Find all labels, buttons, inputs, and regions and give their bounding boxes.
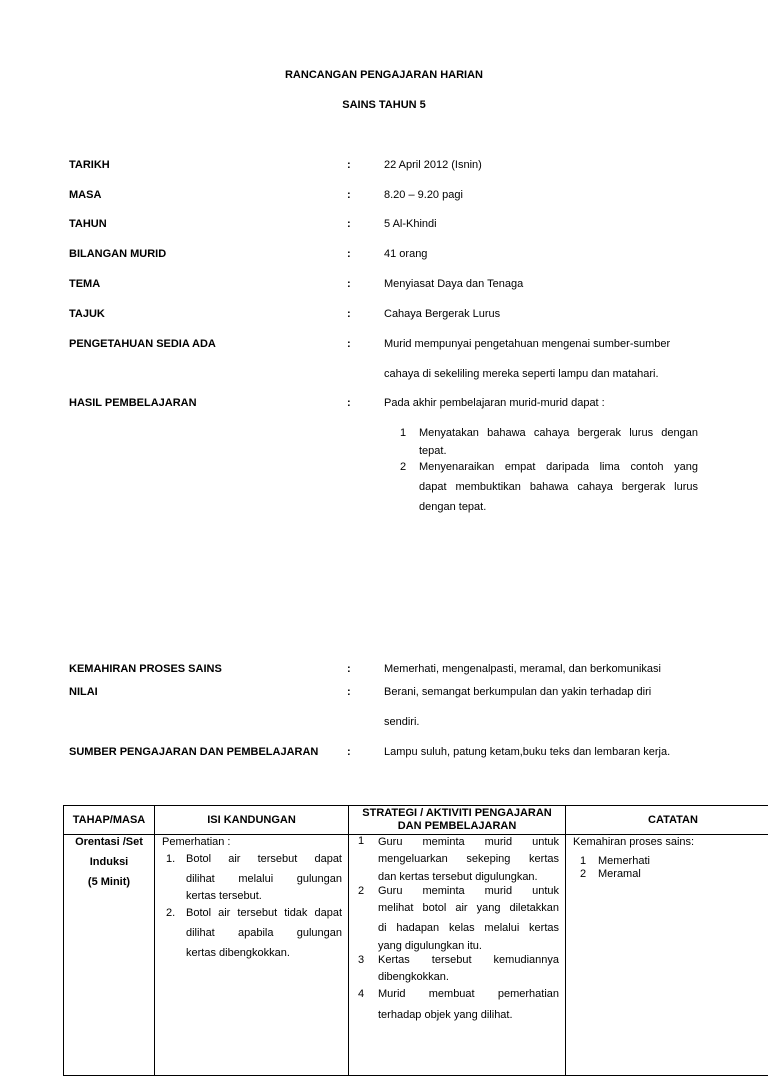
cell-catatan	[566, 835, 768, 1076]
field-value-tarikh: 22 April 2012 (Isnin)	[384, 159, 482, 171]
list-item-text: Memerhati	[598, 855, 650, 867]
list-item	[580, 855, 768, 868]
list-item-text: dan kertas tersebut digulungkan.	[378, 869, 559, 885]
field-label-nilai: NILAI	[69, 686, 98, 698]
list-item-text: Guru meminta murid untuk	[378, 835, 559, 849]
field-value-bilangan-murid: 41 orang	[384, 248, 427, 260]
list-item-number: 4	[358, 988, 364, 1001]
list-item-number: 1	[580, 855, 598, 868]
lesson-table	[63, 805, 768, 1076]
list-item-text: mengeluarkan sekeping kertas	[378, 849, 559, 869]
table-row	[64, 835, 768, 1076]
list-item	[166, 903, 342, 963]
table-header-row	[64, 806, 768, 835]
cell-isi-kandungan	[155, 835, 349, 1076]
list-item-text: Guru meminta murid untuk	[378, 885, 559, 898]
list-item	[358, 988, 559, 1029]
field-colon: :	[347, 746, 351, 758]
list-item-text: terhadap objek yang dilihat.	[378, 1001, 559, 1029]
hasil-item-text: Menyatakan bahawa cahaya bergerak lurus dengan	[419, 423, 698, 443]
header-strategi-text: STRATEGI / AKTIVITI PENGAJARAN DAN PEMBELAJARAN	[349, 807, 565, 833]
catatan-list	[566, 849, 768, 881]
field-label-tema: TEMA	[69, 278, 100, 290]
list-item-number: 2	[580, 868, 598, 881]
header-catatan: CATATAN	[566, 806, 768, 835]
field-colon: :	[347, 248, 351, 260]
field-value-sumber: Lampu suluh, patung ketam,buku teks dan lembaran kerja.	[384, 746, 670, 758]
list-item-text: Meramal	[598, 868, 641, 880]
field-colon: :	[347, 663, 351, 675]
list-item	[358, 835, 559, 885]
list-item-text: dilihat apabila gulungan	[186, 923, 342, 943]
field-label-sumber: SUMBER PENGAJARAN DAN PEMBELAJARAN	[69, 746, 318, 758]
hasil-item-text: dapat membuktikan bahawa cahaya bergerak lurus	[419, 477, 698, 497]
list-item-text: dibengkokkan.	[378, 967, 559, 988]
hasil-item	[400, 457, 698, 517]
field-colon: :	[347, 278, 351, 290]
page-title: RANCANGAN PENGAJARAN HARIAN	[0, 69, 768, 81]
field-value-pengetahuan-sedia-ada: Murid mempunyai pengetahuan mengenai sumber-sumber	[384, 338, 670, 350]
list-item-text: kertas dibengkokkan.	[186, 943, 342, 963]
field-colon: :	[347, 397, 351, 409]
list-item-number: 2	[358, 885, 364, 898]
list-item-text: di hadapan kelas melalui kertas	[378, 918, 559, 938]
field-value-tajuk: Cahaya Bergerak Lurus	[384, 308, 500, 320]
list-item-number: 1	[358, 835, 364, 848]
field-label-bilangan-murid: BILANGAN MURID	[69, 248, 166, 260]
hasil-item-number: 2	[400, 457, 406, 477]
field-colon: :	[347, 686, 351, 698]
list-item	[358, 885, 559, 954]
list-item-text: dilihat melalui gulungan	[186, 869, 342, 889]
list-item-text: yang digulungkan itu.	[378, 938, 559, 954]
page-subtitle: SAINS TAHUN 5	[0, 99, 768, 111]
field-label-kemahiran-proses-sains: KEMAHIRAN PROSES SAINS	[69, 663, 222, 675]
list-item-text: Botol air tersebut dapat	[186, 849, 342, 869]
field-label-pengetahuan-sedia-ada: PENGETAHUAN SEDIA ADA	[69, 338, 216, 350]
cell-strategi	[349, 835, 566, 1076]
tahap-line: Orentasi /Set	[64, 836, 154, 849]
list-item-text: kertas tersebut.	[186, 889, 342, 903]
list-item	[166, 849, 342, 903]
field-label-tajuk: TAJUK	[69, 308, 105, 320]
field-label-tahun: TAHUN	[69, 218, 107, 230]
hasil-item-text: tepat.	[419, 443, 698, 459]
list-item-text: Murid membuat pemerhatian	[378, 988, 559, 1001]
hasil-item-text: dengan tepat.	[419, 497, 698, 517]
list-item-number: 3	[358, 954, 364, 967]
field-label-tarikh: TARIKH	[69, 159, 110, 171]
field-colon: :	[347, 159, 351, 171]
isi-list	[155, 849, 348, 963]
field-label-hasil-pembelajaran: HASIL PEMBELAJARAN	[69, 397, 197, 409]
tahap-line: Induksi	[64, 852, 154, 872]
field-value-masa: 8.20 – 9.20 pagi	[384, 189, 463, 201]
hasil-item	[400, 423, 698, 459]
field-value-nilai: Berani, semangat berkumpulan dan yakin terhadap diri	[384, 686, 651, 698]
list-item	[358, 954, 559, 988]
hasil-item-number: 1	[400, 423, 406, 443]
catatan-heading: Kemahiran proses sains:	[566, 835, 768, 849]
list-item-text: melihat botol air yang diletakkan	[378, 898, 559, 918]
field-value-hasil-pembelajaran: Pada akhir pembelajaran murid-murid dapat :	[384, 397, 605, 409]
list-item-number: 1.	[166, 849, 175, 869]
field-colon: :	[347, 308, 351, 320]
field-value-pengetahuan-sedia-ada-cont: cahaya di sekeliling mereka seperti lampu dan matahari.	[384, 368, 659, 380]
strategi-list	[349, 835, 565, 1029]
list-item-text: Kertas tersebut kemudiannya	[378, 954, 559, 967]
header-isi-kandungan: ISI KANDUNGAN	[155, 806, 349, 835]
isi-heading: Pemerhatian :	[155, 835, 348, 849]
field-value-kemahiran-proses-sains: Memerhati, mengenalpasti, meramal, dan berkomunikasi	[384, 663, 661, 675]
list-item-text: Botol air tersebut tidak dapat	[186, 903, 342, 923]
field-value-tahun: 5 Al-Khindi	[384, 218, 437, 230]
field-colon: :	[347, 189, 351, 201]
field-label-masa: MASA	[69, 189, 101, 201]
cell-tahap	[64, 835, 155, 1076]
header-tahap-masa: TAHAP/MASA	[64, 806, 155, 835]
tahap-line: (5 Minit)	[64, 872, 154, 892]
field-value-tema: Menyiasat Daya dan Tenaga	[384, 278, 523, 290]
hasil-item-text: Menyenaraikan empat daripada lima contoh yang	[419, 457, 698, 477]
field-colon: :	[347, 338, 351, 350]
list-item-number: 2.	[166, 903, 175, 923]
field-value-nilai-cont: sendiri.	[384, 716, 419, 728]
header-strategi	[349, 806, 566, 835]
field-colon: :	[347, 218, 351, 230]
list-item	[580, 868, 768, 881]
